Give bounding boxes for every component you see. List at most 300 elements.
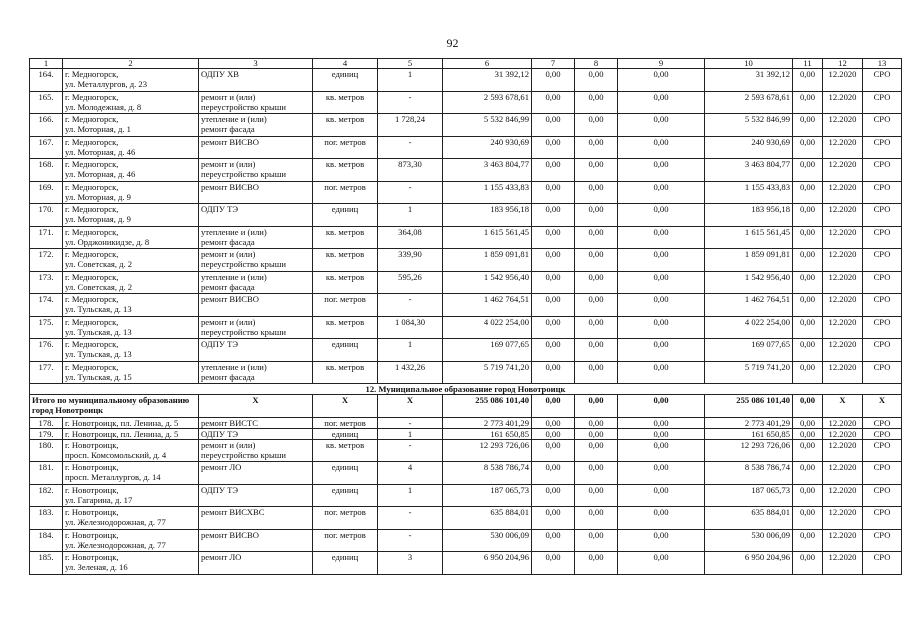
completion-date-cell: 12.2020 xyxy=(823,361,863,384)
cost-cell: 3 463 804,77 xyxy=(443,159,532,182)
unit-cell: кв. метров xyxy=(313,271,378,294)
amount-cell: 0,00 xyxy=(532,552,575,575)
table-row xyxy=(30,361,902,384)
row-number: 185. xyxy=(30,552,63,575)
total-x-mark: X xyxy=(199,395,313,418)
address-cell-line-1: г. Новотроицк, пл. Ленина, д. 5 xyxy=(65,417,179,428)
amount-cell: 0,00 xyxy=(575,462,618,485)
amount-cell: 0,00 xyxy=(532,529,575,552)
work-type-cell xyxy=(199,204,313,227)
funding-source-cell: СРО xyxy=(863,552,902,575)
work-type-cell-line-1: ремонт ВИСВО xyxy=(201,529,259,540)
quantity-cell: 873,30 xyxy=(378,159,443,182)
amount-cell: 0,00 xyxy=(532,294,575,317)
work-type-cell xyxy=(199,529,313,552)
amount-cell: 0,00 xyxy=(532,361,575,384)
amount-cell: 0,00 xyxy=(618,316,705,339)
address-cell-line-2: ул. Железнодорожная, д. 77 xyxy=(65,539,166,550)
work-type-cell-line-1: утепление и (или) xyxy=(201,271,267,282)
table-row xyxy=(30,294,902,317)
completion-date-cell: 12.2020 xyxy=(823,428,863,439)
unit-cell: единиц xyxy=(313,552,378,575)
work-type-cell xyxy=(199,339,313,362)
funding-source-cell: СРО xyxy=(863,507,902,530)
amount-cell: 0,00 xyxy=(793,159,823,182)
address-cell-line-1: г. Медногорск, xyxy=(65,294,119,304)
column-number: 10 xyxy=(705,59,793,69)
amount-cell: 0,00 xyxy=(575,316,618,339)
amount-cell: 0,00 xyxy=(575,417,618,428)
work-type-cell-line-1: ОДПУ ТЭ xyxy=(201,339,239,349)
address-cell-line-2: ул. Советская, д. 2 xyxy=(65,259,133,269)
address-cell xyxy=(63,294,199,317)
amount-cell: 0,00 xyxy=(793,316,823,339)
completion-date-cell: 12.2020 xyxy=(823,249,863,272)
work-type-cell-line-1: ремонт ВИСТС xyxy=(201,417,259,428)
amount-cell: 0,00 xyxy=(793,417,823,428)
funding-source-cell: СРО xyxy=(863,417,902,428)
total-x-mark: X xyxy=(378,395,443,418)
amount-cell: 0,00 xyxy=(793,484,823,507)
amount-cell: 0,00 xyxy=(575,484,618,507)
quantity-cell: - xyxy=(378,136,443,159)
table-row xyxy=(30,439,902,462)
quantity-cell: 1 728,24 xyxy=(378,114,443,137)
amount-cell: 0,00 xyxy=(575,159,618,182)
register-body xyxy=(30,59,902,575)
address-cell xyxy=(63,484,199,507)
row-number: 184. xyxy=(30,529,63,552)
funding-source-cell: СРО xyxy=(863,294,902,317)
address-cell-line-1: г. Новотроицк, xyxy=(65,529,119,540)
unit-cell: кв. метров xyxy=(313,439,378,462)
unit-cell: единиц xyxy=(313,69,378,92)
address-cell-line-2: ул. Орджоникидзе, д. 8 xyxy=(65,236,150,247)
amount-cell: 0,00 xyxy=(793,249,823,272)
cost-cell: 12 293 726,06 xyxy=(443,439,532,462)
total-cost-cell: 183 956,18 xyxy=(705,204,793,227)
funding-source-cell: СРО xyxy=(863,316,902,339)
unit-cell: пог. метров xyxy=(313,181,378,204)
funding-source-cell: СРО xyxy=(863,271,902,294)
address-cell-line-1: г. Новотроицк, xyxy=(65,484,119,495)
total-cost-cell: 6 950 204,96 xyxy=(705,552,793,575)
total-cost-cell: 635 884,01 xyxy=(705,507,793,530)
amount-cell: 0,00 xyxy=(618,226,705,249)
work-type-cell-line-1: утепление и (или) xyxy=(201,361,267,372)
completion-date-cell: 12.2020 xyxy=(823,316,863,339)
work-type-cell-line-1: ремонт и (или) xyxy=(201,91,256,102)
address-cell-line-2: ул. Зеленая, д. 16 xyxy=(65,562,128,572)
cost-cell: 8 538 786,74 xyxy=(443,462,532,485)
unit-cell: кв. метров xyxy=(313,249,378,272)
work-type-cell-line-2: ремонт фасада xyxy=(201,371,255,382)
column-number: 11 xyxy=(793,59,823,69)
work-type-cell-line-1: ремонт ВИСВО xyxy=(201,136,259,147)
total-cost-cell: 1 155 433,83 xyxy=(705,181,793,204)
address-cell-line-1: г. Медногорск, xyxy=(65,69,119,79)
quantity-cell: 1 xyxy=(378,428,443,439)
cost-cell: 6 950 204,96 xyxy=(443,552,532,575)
total-row xyxy=(30,395,902,418)
cost-cell: 1 462 764,51 xyxy=(443,294,532,317)
table-row xyxy=(30,136,902,159)
row-number: 179. xyxy=(30,428,63,439)
quantity-cell: 1 432,26 xyxy=(378,361,443,384)
funding-source-cell: СРО xyxy=(863,361,902,384)
unit-cell: единиц xyxy=(313,462,378,485)
work-type-cell xyxy=(199,91,313,114)
column-number: 8 xyxy=(575,59,618,69)
address-cell xyxy=(63,69,199,92)
amount-cell: 0,00 xyxy=(532,417,575,428)
row-number: 172. xyxy=(30,249,63,272)
work-type-cell-line-1: ремонт и (или) xyxy=(201,316,256,327)
work-type-cell xyxy=(199,428,313,439)
table-row xyxy=(30,507,902,530)
cost-cell: 635 884,01 xyxy=(443,507,532,530)
amount-cell: 0,00 xyxy=(793,91,823,114)
table-row xyxy=(30,428,902,439)
address-cell-line-1: г. Медногорск, xyxy=(65,361,119,372)
work-type-cell-line-1: ремонт ЛО xyxy=(201,552,242,562)
register-table xyxy=(29,58,902,575)
section-heading-row xyxy=(30,384,902,395)
total-cost-cell: 187 065,73 xyxy=(705,484,793,507)
amount-cell: 0,00 xyxy=(618,484,705,507)
work-type-cell-line-2: переустройство крыши xyxy=(201,326,286,337)
amount-cell: 0,00 xyxy=(793,294,823,317)
amount-cell: 0,00 xyxy=(793,226,823,249)
amount-cell: 0,00 xyxy=(793,462,823,485)
address-cell xyxy=(63,552,199,575)
work-type-cell xyxy=(199,294,313,317)
address-cell xyxy=(63,361,199,384)
work-type-cell xyxy=(199,316,313,339)
address-cell-line-2: ул. Тульская, д. 15 xyxy=(65,371,132,382)
row-number: 168. xyxy=(30,159,63,182)
table-row xyxy=(30,484,902,507)
amount-cell: 0,00 xyxy=(575,507,618,530)
unit-cell: кв. метров xyxy=(313,159,378,182)
amount-cell: 0,00 xyxy=(575,114,618,137)
cost-cell: 1 859 091,81 xyxy=(443,249,532,272)
completion-date-cell: 12.2020 xyxy=(823,69,863,92)
cost-cell: 5 532 846,99 xyxy=(443,114,532,137)
amount-cell: 0,00 xyxy=(618,552,705,575)
amount-cell: 0,00 xyxy=(793,361,823,384)
table-row xyxy=(30,181,902,204)
amount-cell: 0,00 xyxy=(575,552,618,575)
amount-cell: 0,00 xyxy=(618,417,705,428)
section-title: 12. Муниципальное образование город Новотроицк xyxy=(30,384,902,395)
funding-source-cell: СРО xyxy=(863,339,902,362)
quantity-cell: - xyxy=(378,417,443,428)
cost-cell: 1 542 956,40 xyxy=(443,271,532,294)
table-row xyxy=(30,159,902,182)
completion-date-cell: 12.2020 xyxy=(823,529,863,552)
work-type-cell-line-1: ремонт и (или) xyxy=(201,249,256,259)
amount-cell: 0,00 xyxy=(532,181,575,204)
column-number: 6 xyxy=(443,59,532,69)
completion-date-cell: 12.2020 xyxy=(823,271,863,294)
completion-date-cell: 12.2020 xyxy=(823,552,863,575)
amount-cell: 0,00 xyxy=(618,462,705,485)
column-number: 9 xyxy=(618,59,705,69)
row-number: 164. xyxy=(30,69,63,92)
total-cost-cell: 1 859 091,81 xyxy=(705,249,793,272)
quantity-cell: - xyxy=(378,507,443,530)
amount-cell: 0,00 xyxy=(532,439,575,462)
amount-cell: 0,00 xyxy=(575,249,618,272)
work-type-cell-line-2: переустройство крыши xyxy=(201,259,286,269)
address-cell-line-2: ул. Гагарина, д. 17 xyxy=(65,494,133,505)
amount-cell: 0,00 xyxy=(575,69,618,92)
completion-date-cell: 12.2020 xyxy=(823,114,863,137)
funding-source-cell: СРО xyxy=(863,204,902,227)
address-cell-line-1: г. Новотроицк, xyxy=(65,507,119,517)
amount-cell: 0,00 xyxy=(618,159,705,182)
total-cost-cell: 169 077,65 xyxy=(705,339,793,362)
address-cell-line-1: г. Медногорск, xyxy=(65,271,119,282)
work-type-cell-line-1: ремонт и (или) xyxy=(201,439,256,450)
work-type-cell xyxy=(199,417,313,428)
address-cell-line-2: ул. Тульская, д. 13 xyxy=(65,349,132,359)
unit-cell: пог. метров xyxy=(313,136,378,159)
total-label: Итого по муниципальному образованию город Новотроицк xyxy=(30,395,199,418)
row-number: 171. xyxy=(30,226,63,249)
row-number: 175. xyxy=(30,316,63,339)
address-cell xyxy=(63,249,199,272)
total-amount: 0,00 xyxy=(532,395,575,418)
amount-cell: 0,00 xyxy=(793,114,823,137)
work-type-cell xyxy=(199,226,313,249)
table-row xyxy=(30,69,902,92)
work-type-cell-line-2: ремонт фасада xyxy=(201,124,255,134)
total-cost-cell: 161 650,85 xyxy=(705,428,793,439)
row-number: 180. xyxy=(30,439,63,462)
amount-cell: 0,00 xyxy=(793,552,823,575)
row-number: 165. xyxy=(30,91,63,114)
amount-cell: 0,00 xyxy=(618,136,705,159)
amount-cell: 0,00 xyxy=(793,69,823,92)
work-type-cell xyxy=(199,249,313,272)
completion-date-cell: 12.2020 xyxy=(823,204,863,227)
amount-cell: 0,00 xyxy=(793,507,823,530)
amount-cell: 0,00 xyxy=(793,439,823,462)
funding-source-cell: СРО xyxy=(863,69,902,92)
column-number: 3 xyxy=(199,59,313,69)
address-cell xyxy=(63,226,199,249)
amount-cell: 0,00 xyxy=(575,226,618,249)
unit-cell: пог. метров xyxy=(313,417,378,428)
total-cost-cell: 5 532 846,99 xyxy=(705,114,793,137)
address-cell-line-2: ул. Тульская, д. 13 xyxy=(65,326,132,337)
address-cell-line-2: ул. Тульская, д. 13 xyxy=(65,304,132,314)
cost-cell: 530 006,09 xyxy=(443,529,532,552)
completion-date-cell: 12.2020 xyxy=(823,159,863,182)
total-cost-cell: 530 006,09 xyxy=(705,529,793,552)
amount-cell: 0,00 xyxy=(575,439,618,462)
quantity-cell: - xyxy=(378,294,443,317)
total-cost-cell: 1 462 764,51 xyxy=(705,294,793,317)
address-cell-line-2: ул. Моторная, д. 1 xyxy=(65,124,131,134)
funding-source-cell: СРО xyxy=(863,249,902,272)
cost-cell: 31 392,12 xyxy=(443,69,532,92)
amount-cell: 0,00 xyxy=(575,529,618,552)
funding-source-cell: СРО xyxy=(863,462,902,485)
amount-cell: 0,00 xyxy=(618,529,705,552)
cost-cell: 2 773 401,29 xyxy=(443,417,532,428)
address-cell xyxy=(63,316,199,339)
address-cell xyxy=(63,204,199,227)
completion-date-cell: 12.2020 xyxy=(823,294,863,317)
work-type-cell-line-2: переустройство крыши xyxy=(201,449,286,460)
table-row xyxy=(30,271,902,294)
amount-cell: 0,00 xyxy=(532,428,575,439)
address-cell-line-2: просп. Металлургов, д. 14 xyxy=(65,472,161,482)
work-type-cell xyxy=(199,181,313,204)
cost-cell: 161 650,85 xyxy=(443,428,532,439)
total-x-mark: X xyxy=(863,395,902,418)
completion-date-cell: 12.2020 xyxy=(823,484,863,507)
quantity-cell: - xyxy=(378,181,443,204)
amount-cell: 0,00 xyxy=(618,294,705,317)
column-number: 4 xyxy=(313,59,378,69)
amount-cell: 0,00 xyxy=(575,136,618,159)
unit-cell: кв. метров xyxy=(313,114,378,137)
completion-date-cell: 12.2020 xyxy=(823,462,863,485)
work-type-cell xyxy=(199,361,313,384)
work-type-cell-line-2: ремонт фасада xyxy=(201,236,255,247)
work-type-cell-line-1: ОДПУ ТЭ xyxy=(201,484,239,495)
amount-cell: 0,00 xyxy=(618,91,705,114)
work-type-cell xyxy=(199,271,313,294)
row-number: 178. xyxy=(30,417,63,428)
total-cost-cell: 12 293 726,06 xyxy=(705,439,793,462)
work-type-cell xyxy=(199,114,313,137)
work-type-cell-line-1: ремонт ВИСВО xyxy=(201,294,259,304)
cost-cell: 4 022 254,00 xyxy=(443,316,532,339)
quantity-cell: 595,26 xyxy=(378,271,443,294)
row-number: 177. xyxy=(30,361,63,384)
address-cell xyxy=(63,462,199,485)
table-row xyxy=(30,552,902,575)
total-cost-cell: 1 615 561,45 xyxy=(705,226,793,249)
total-amount: 0,00 xyxy=(793,395,823,418)
address-cell-line-1: г. Медногорск, xyxy=(65,204,119,214)
address-cell-line-1: г. Медногорск, xyxy=(65,339,119,349)
total-x-mark: X xyxy=(313,395,378,418)
address-cell xyxy=(63,91,199,114)
work-type-cell-line-2: ремонт фасада xyxy=(201,281,255,292)
row-number: 167. xyxy=(30,136,63,159)
completion-date-cell: 12.2020 xyxy=(823,181,863,204)
funding-source-cell: СРО xyxy=(863,91,902,114)
work-type-cell-line-1: ремонт ЛО xyxy=(201,462,242,472)
amount-cell: 0,00 xyxy=(532,249,575,272)
cost-cell: 240 930,69 xyxy=(443,136,532,159)
table-row xyxy=(30,204,902,227)
amount-cell: 0,00 xyxy=(575,271,618,294)
column-number: 12 xyxy=(823,59,863,69)
amount-cell: 0,00 xyxy=(618,439,705,462)
amount-cell: 0,00 xyxy=(793,271,823,294)
column-number: 2 xyxy=(63,59,199,69)
completion-date-cell: 12.2020 xyxy=(823,226,863,249)
funding-source-cell: СРО xyxy=(863,136,902,159)
work-type-cell xyxy=(199,552,313,575)
address-cell-line-2: ул. Моторная, д. 46 xyxy=(65,146,136,157)
amount-cell: 0,00 xyxy=(575,294,618,317)
row-number: 176. xyxy=(30,339,63,362)
amount-cell: 0,00 xyxy=(618,271,705,294)
address-cell xyxy=(63,159,199,182)
column-number: 13 xyxy=(863,59,902,69)
completion-date-cell: 12.2020 xyxy=(823,91,863,114)
quantity-cell: 1 xyxy=(378,339,443,362)
work-type-cell xyxy=(199,159,313,182)
unit-cell: пог. метров xyxy=(313,507,378,530)
amount-cell: 0,00 xyxy=(793,136,823,159)
amount-cell: 0,00 xyxy=(532,316,575,339)
row-number: 169. xyxy=(30,181,63,204)
work-type-cell xyxy=(199,439,313,462)
work-type-cell-line-1: ОДПУ ХВ xyxy=(201,69,240,79)
amount-cell: 0,00 xyxy=(618,428,705,439)
cost-cell: 1 155 433,83 xyxy=(443,181,532,204)
row-number: 166. xyxy=(30,114,63,137)
amount-cell: 0,00 xyxy=(532,204,575,227)
address-cell-line-2: ул. Железнодорожная, д. 77 xyxy=(65,517,166,527)
page-number: 92 xyxy=(446,36,459,50)
cost-cell: 169 077,65 xyxy=(443,339,532,362)
amount-cell: 0,00 xyxy=(575,339,618,362)
address-cell-line-1: г. Медногорск, xyxy=(65,249,119,259)
work-type-cell-line-1: ОДПУ ТЭ xyxy=(201,428,239,439)
work-type-cell-line-2: переустройство крыши xyxy=(201,101,286,112)
unit-cell: пог. метров xyxy=(313,529,378,552)
table-row xyxy=(30,529,902,552)
amount-cell: 0,00 xyxy=(575,91,618,114)
work-type-cell-line-1: ремонт и (или) xyxy=(201,159,256,169)
work-type-cell xyxy=(199,484,313,507)
row-number: 182. xyxy=(30,484,63,507)
total-cost-cell: 2 593 678,61 xyxy=(705,91,793,114)
address-cell xyxy=(63,339,199,362)
quantity-cell: 1 084,30 xyxy=(378,316,443,339)
amount-cell: 0,00 xyxy=(618,361,705,384)
unit-cell: кв. метров xyxy=(313,361,378,384)
funding-source-cell: СРО xyxy=(863,114,902,137)
total-amount: 0,00 xyxy=(575,395,618,418)
row-number: 174. xyxy=(30,294,63,317)
funding-source-cell: СРО xyxy=(863,484,902,507)
row-number: 183. xyxy=(30,507,63,530)
total-cost-sum: 255 086 101,40 xyxy=(705,395,793,418)
cost-cell: 183 956,18 xyxy=(443,204,532,227)
amount-cell: 0,00 xyxy=(532,159,575,182)
amount-cell: 0,00 xyxy=(618,69,705,92)
table-row xyxy=(30,339,902,362)
total-cost: 255 086 101,40 xyxy=(443,395,532,418)
amount-cell: 0,00 xyxy=(793,529,823,552)
amount-cell: 0,00 xyxy=(618,181,705,204)
quantity-cell: - xyxy=(378,529,443,552)
unit-cell: пог. метров xyxy=(313,294,378,317)
total-cost-cell: 5 719 741,20 xyxy=(705,361,793,384)
row-number: 170. xyxy=(30,204,63,227)
